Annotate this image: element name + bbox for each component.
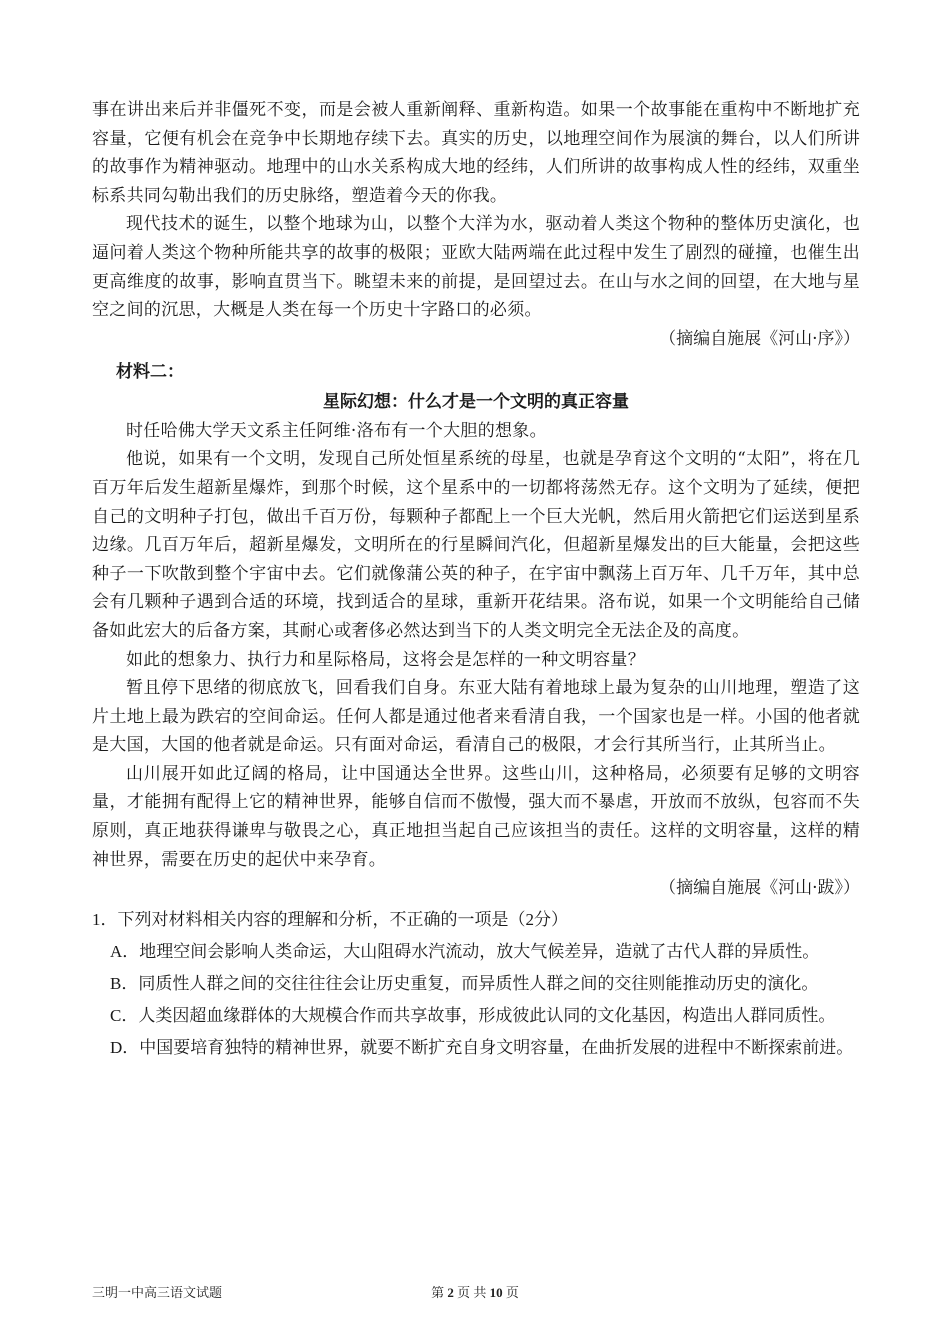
body-paragraph: 山川展开如此辽阔的格局，让中国通达全世界。这些山川，这种格局，必须要有足够的文明容量，才能拥有配得上它的精神世界，能够自信而不傲慢，强大而不暴虐，开放而不放纵，包容而不失原则，真正地获得谦卑与敬畏之心，真正地担当起自己应该担当的责任。这样的文明容量，这样的精神世界，需要在历史的起伏中来孕育。 xyxy=(92,763,860,870)
article-title: 星际幻想：什么才是一个文明的真正容量 xyxy=(323,391,629,412)
option-d: D．中国要培育独特的精神世界，就要不断扩充自身文明容量，在曲折发展的进程中不断探索前进。 xyxy=(110,1038,854,1058)
footer-exam-name: 三明一中高三语文试题 xyxy=(92,1285,223,1300)
material-label: 材料二： xyxy=(116,361,184,382)
question-stem: 1．下列对材料相关内容的理解和分析，不正确的一项是（2分） xyxy=(92,910,568,930)
option-c: C．人类因超血缘群体的大规模合作而共享故事，形成彼此认同的文化基因，构造出人群同质性。 xyxy=(110,1006,836,1026)
question-block xyxy=(92,906,860,1062)
exam-page xyxy=(92,96,860,1066)
footer-page-number: 第 2 页 共 10 页 xyxy=(431,1285,519,1300)
body-paragraph: 现代技术的诞生，以整个地球为山，以整个大洋为水，驱动着人类这个物种的整体历史演化，也逼问着人类这个物种所能共享的故事的极限；亚欧大陆两端在此过程中发生了剧烈的碰撞，也催生出更高维度的故事，影响直贯当下。眺望未来的前提，是回望过去。在山与水之间的回望，在大地与星空之间的沉思，大概是人类在每一个历史十字路口的必须。 xyxy=(92,214,860,321)
option-a: A．地理空间会影响人类命运，大山阻碍水汽流动，放大气候差异，造就了古代人群的异质性。 xyxy=(110,942,820,962)
option-b: B．同质性人群之间的交往往往会让历史重复，而异质性人群之间的交往则能推动历史的演化。 xyxy=(110,974,819,994)
body-paragraph: 如此的想象力、执行力和星际格局，这将会是怎样的一种文明容量？ xyxy=(126,649,645,670)
page-total: 10 xyxy=(489,1285,503,1300)
body-paragraph: 他说，如果有一个文明，发现自己所处恒星系统的母星，也就是孕育这个文明的“太阳”，将在几百万年后发生超新星爆炸，到那个时候，这个星系中的一切都将荡然无存。这个文明为了延续，便把自己的文明种子打包，做出千百万份，每颗种子都配上一个巨大光帆，然后用火箭把它们运送到星系边缘。几百万年后，超新星爆发，文明所在的行星瞬间汽化，但超新星爆发出的巨大能量，会把这些种子一下吹散到整个宇宙中去。它们就像蒲公英的种子，在宇宙中飘荡上百万年、几千万年，其中总会有几颗种子遇到合适的环境，找到适合的星球，重新开花结果。洛布说，如果一个文明能给自己储备如此宏大的后备方案，其耐心或奢侈必然达到当下的人类文明完全无法企及的高度。 xyxy=(92,449,860,641)
body-paragraph: 暂且停下思绪的彻底放飞，回看我们自身。东亚大陆有着地球上最为复杂的山川地理，塑造了这片土地上最为跌宕的空间命运。任何人都是通过他者来看清自我，一个国家也是一样。小国的他者就是大国，大国的他者就是命运。只有面对命运，看清自己的极限，才会行其所当行，止其所当止。 xyxy=(92,678,860,756)
page-current: 2 xyxy=(447,1285,454,1300)
body-paragraph: 事在讲出来后并非僵死不变，而是会被人重新阐释、重新构造。如果一个故事能在重构中不断地扩充容量，它便有机会在竞争中长期地存续下去。真实的历史，以地理空间作为展演的舞台，以人们所讲的故事作为精神驱动。地理中的山水关系构成大地的经纬，人们所讲的故事构成人性的经纬，双重坐标系共同勾勒出我们的历史脉络，塑造着今天的你我。 xyxy=(92,100,860,206)
body-paragraph: 时任哈佛大学天文系主任阿维·洛布有一个大胆的想象。 xyxy=(126,420,547,441)
source-citation: （摘编自施展《河山·跋》） xyxy=(659,878,860,899)
source-citation: （摘编自施展《河山·序》） xyxy=(659,328,860,349)
